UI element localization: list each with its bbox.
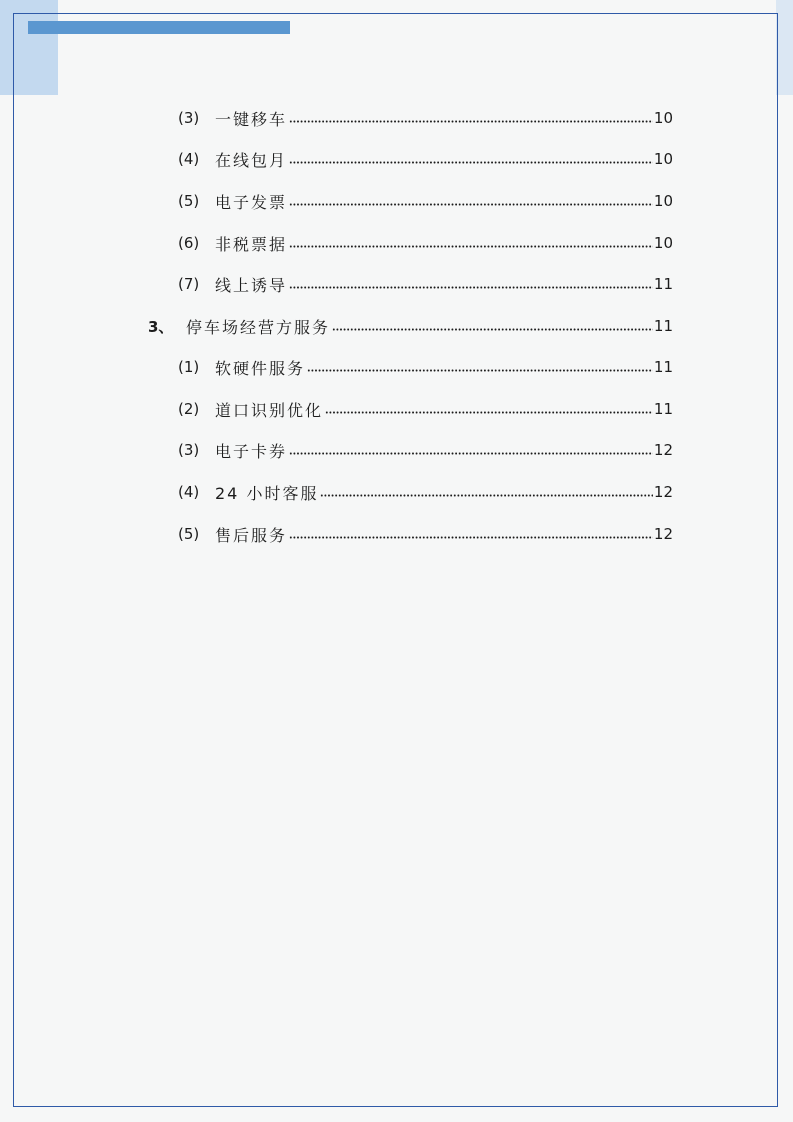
toc-section-number: 3、 [148,317,174,336]
toc-section-title: 停车场经营方服务 [186,317,331,337]
toc-entry[interactable] [178,147,673,171]
toc-entry-page-number: 10 [653,234,673,252]
toc-entry-page-number: 11 [653,400,673,418]
toc-entry-number: (2) [178,400,200,418]
toc-entry[interactable] [178,272,673,296]
toc-entry[interactable] [178,106,673,130]
toc-section-entry[interactable] [148,314,673,338]
dot-leader [325,409,653,415]
toc-entry-title: 电子卡券 [215,441,288,461]
toc-entry-number: (4) [178,150,200,168]
toc-entry-page-number: 11 [653,275,673,293]
toc-entry-number: (5) [178,192,200,210]
toc-entry-page-number: 12 [653,483,673,501]
toc-entry-title: 24 小时客服 [215,483,319,503]
toc-entry-page-number: 10 [653,192,673,210]
toc-entry-page-number: 10 [653,109,673,127]
toc-entry-page-number: 11 [653,358,673,376]
toc-entry-title: 电子发票 [215,192,288,212]
dot-leader [289,243,653,249]
toc-entry-number: (5) [178,525,200,543]
toc-entry-title: 非税票据 [215,234,288,254]
toc-entry[interactable] [178,480,673,504]
toc-entry-number: (7) [178,275,200,293]
dot-leader [307,367,653,373]
toc-entry-title: 一键移车 [215,109,288,129]
toc-entry-title: 售后服务 [215,525,288,545]
toc-entry-title: 软硬件服务 [215,358,306,378]
dot-leader [289,118,653,124]
toc-entry-number: (6) [178,234,200,252]
dot-leader [289,201,653,207]
toc-entry[interactable] [178,231,673,255]
toc-entry-title: 道口识别优化 [215,400,324,420]
toc-entry[interactable] [178,522,673,546]
dot-leader [332,326,653,332]
toc-entry-page-number: 10 [653,150,673,168]
toc-entry[interactable] [178,355,673,379]
toc-entry-number: (3) [178,109,200,127]
toc-entry[interactable] [178,189,673,213]
toc-entry-title: 线上诱导 [215,275,288,295]
toc-entry-title: 在线包月 [215,150,288,170]
toc-entry-page-number: 12 [653,525,673,543]
toc-entry-page-number: 12 [653,441,673,459]
dot-leader [289,284,653,290]
toc-entry-page-number: 11 [653,317,673,335]
toc-entry-number: (1) [178,358,200,376]
toc-entry[interactable] [178,397,673,421]
toc-entry-number: (4) [178,483,200,501]
toc-entry[interactable] [178,438,673,462]
dot-leader [289,534,653,540]
dot-leader [320,492,652,498]
dot-leader [289,450,653,456]
dot-leader [289,159,653,165]
toc-entry-number: (3) [178,441,200,459]
